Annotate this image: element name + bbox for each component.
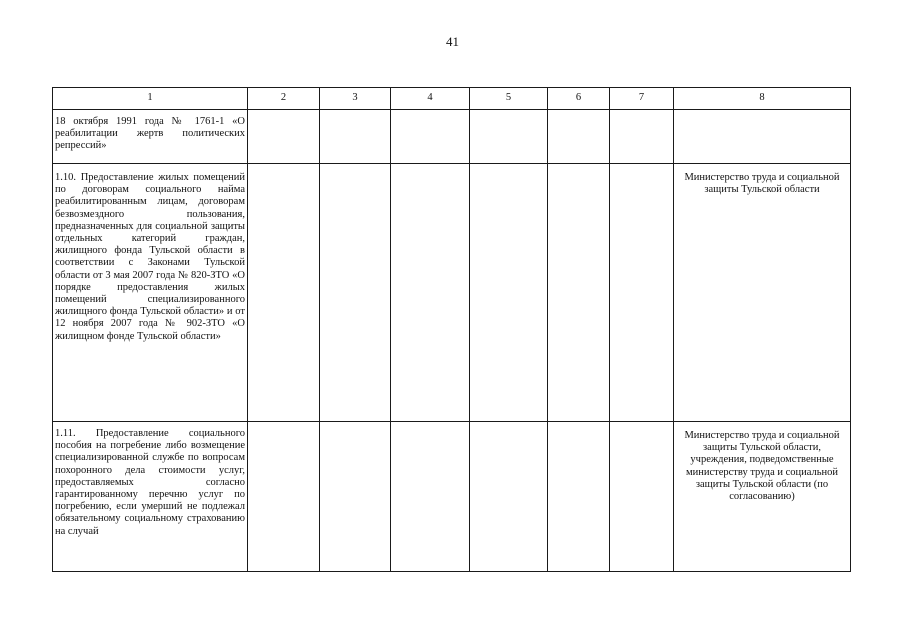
cell-empty [548, 110, 610, 164]
column-header-8: 8 [674, 88, 851, 110]
column-header-1: 1 [53, 88, 248, 110]
cell-empty [248, 422, 320, 572]
cell-empty [320, 422, 391, 572]
cell-empty [391, 110, 470, 164]
cell-empty [470, 422, 548, 572]
cell-empty [548, 164, 610, 422]
cell-empty [391, 422, 470, 572]
cell-empty [610, 110, 674, 164]
column-header-5: 5 [470, 88, 548, 110]
cell-empty [470, 164, 548, 422]
column-header-4: 4 [391, 88, 470, 110]
column-header-6: 6 [548, 88, 610, 110]
cell-empty [320, 164, 391, 422]
cell-description: 1.11. Предоставление социального пособия на погребение либо возмещение специализированной службе по вопросам похоронного дела стоимости услуг, предоставляемых согласно гарантированному перечню услуг по погребению, если умерший не подлежал обязательному социальному страхованию на случай [53, 422, 248, 572]
cell-empty [391, 164, 470, 422]
document-table [52, 87, 851, 572]
cell-responsible [674, 110, 851, 164]
cell-description: 1.10. Предоставление жилых помещений по договорам социального найма реабилитированным лицам, договорам безвозмездного пользования, предназначенных для социальной защиты отдельных категорий граждан, жилищного фонда Тульской области в соответствии с Законами Тульской области от 3 мая 2007 года № 820-ЗТО «О порядке предоставления жилых помещений специализированного жилищного фонда Тульской области» и от 12 ноября 2007 года № 902-ЗТО «О жилищном фонде Тульской области» [53, 164, 248, 422]
cell-description: 18 октября 1991 года № 1761-1 «О реабилитации жертв политических репрессий» [53, 110, 248, 164]
table-row [53, 164, 851, 422]
table-row [53, 422, 851, 572]
cell-empty [248, 164, 320, 422]
cell-empty [248, 110, 320, 164]
cell-empty [610, 422, 674, 572]
cell-responsible: Министерство труда и социальной защиты Тульской области, учреждения, подведомственные министерству труда и социальной защиты Тульской области (по согласованию) [674, 422, 851, 572]
column-header-3: 3 [320, 88, 391, 110]
cell-responsible: Министерство труда и социальной защиты Тульской области [674, 164, 851, 422]
table-header-row [53, 88, 851, 110]
column-header-2: 2 [248, 88, 320, 110]
cell-empty [470, 110, 548, 164]
cell-empty [548, 422, 610, 572]
cell-empty [320, 110, 391, 164]
table-row [53, 110, 851, 164]
page-number: 41 [446, 34, 459, 49]
column-header-7: 7 [610, 88, 674, 110]
cell-empty [610, 164, 674, 422]
